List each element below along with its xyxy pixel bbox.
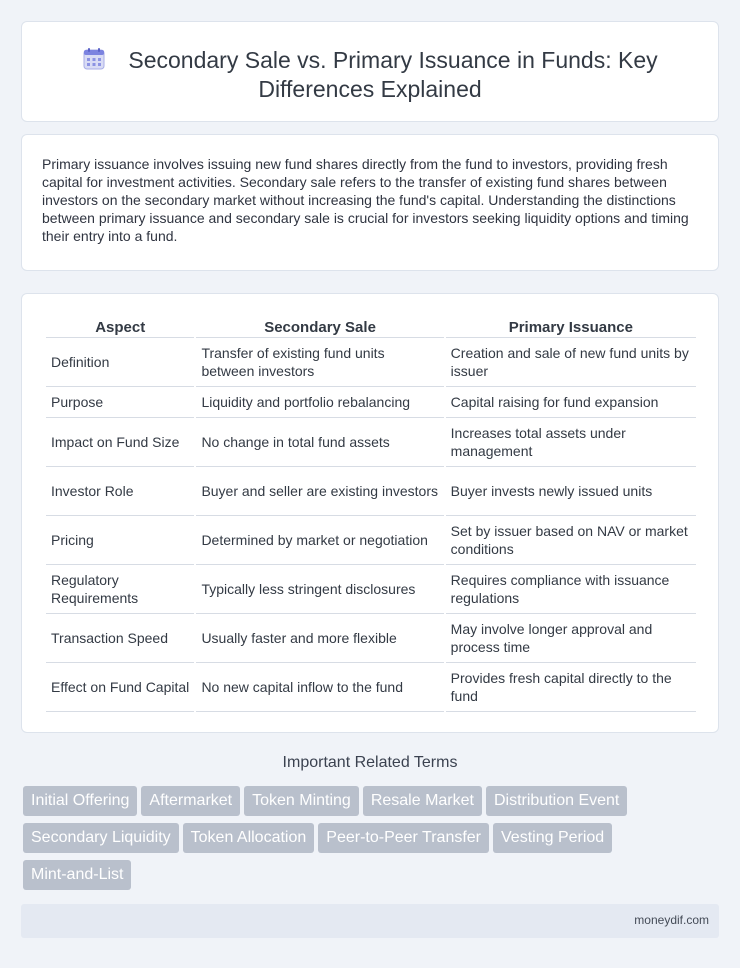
- table-row: [46, 387, 696, 418]
- intro-paragraph: Primary issuance involves issuing new fund shares directly from the fund to investors, providing fresh capital for investment activities. Secondary sale refers to the transfer of existing fund shares between investors on the secondary market without increasing the fund's capital. Understanding the distinctions between primary issuance and secondary sale is crucial for investors seeking liquidity options and timing their entry into a fund.: [42, 156, 689, 244]
- cell-primary: May involve longer approval and process time: [446, 614, 696, 663]
- related-term-tag[interactable]: Token Allocation: [183, 823, 315, 853]
- cell-secondary: Determined by market or negotiation: [196, 516, 443, 565]
- cell-secondary: Buyer and seller are existing investors: [196, 467, 443, 516]
- related-term-tag[interactable]: Resale Market: [363, 786, 482, 816]
- page-title: Secondary Sale vs. Primary Issuance in Funds: Key Differences Explained: [128, 47, 658, 102]
- cell-secondary: No new capital inflow to the fund: [196, 663, 443, 712]
- footer: [21, 904, 719, 938]
- cell-aspect: Definition: [46, 338, 194, 387]
- table-row: [46, 338, 696, 387]
- cell-aspect: Regulatory Requirements: [46, 565, 194, 614]
- related-term-tag[interactable]: Distribution Event: [486, 786, 627, 816]
- calendar-icon: [82, 47, 106, 71]
- cell-aspect: Effect on Fund Capital: [46, 663, 194, 712]
- table-row: [46, 418, 696, 467]
- header-secondary-sale: Secondary Sale: [196, 316, 443, 338]
- cell-primary: Set by issuer based on NAV or market conditions: [446, 516, 696, 565]
- cell-secondary: Liquidity and portfolio rebalancing: [196, 387, 443, 418]
- cell-aspect: Impact on Fund Size: [46, 418, 194, 467]
- cell-secondary: Typically less stringent disclosures: [196, 565, 443, 614]
- header-aspect: Aspect: [46, 316, 194, 338]
- page-title-wrap: [22, 46, 718, 104]
- table-row: [46, 516, 696, 565]
- related-term-tag[interactable]: Token Minting: [244, 786, 359, 816]
- cell-aspect: Pricing: [46, 516, 194, 565]
- related-terms-list: [23, 786, 723, 897]
- table-header-row: [46, 316, 696, 338]
- table-row: [46, 614, 696, 663]
- cell-primary: Capital raising for fund expansion: [446, 387, 696, 418]
- cell-secondary: No change in total fund assets: [196, 418, 443, 467]
- table-row: [46, 565, 696, 614]
- related-term-tag[interactable]: Initial Offering: [23, 786, 137, 816]
- cell-secondary: Transfer of existing fund units between investors: [196, 338, 443, 387]
- cell-aspect: Investor Role: [46, 467, 194, 516]
- related-term-tag[interactable]: Aftermarket: [141, 786, 240, 816]
- cell-primary: Provides fresh capital directly to the fund: [446, 663, 696, 712]
- comparison-card: [21, 293, 719, 733]
- table-row: [46, 663, 696, 712]
- related-term-tag[interactable]: Peer-to-Peer Transfer: [318, 823, 489, 853]
- cell-aspect: Purpose: [46, 387, 194, 418]
- site-name[interactable]: moneydif.com: [634, 913, 709, 927]
- cell-secondary: Usually faster and more flexible: [196, 614, 443, 663]
- cell-primary: Buyer invests newly issued units: [446, 467, 696, 516]
- cell-aspect: Transaction Speed: [46, 614, 194, 663]
- intro-card: [21, 134, 719, 271]
- cell-primary: Requires compliance with issuance regulations: [446, 565, 696, 614]
- related-term-tag[interactable]: Mint-and-List: [23, 860, 131, 890]
- related-term-tag[interactable]: Vesting Period: [493, 823, 612, 853]
- related-terms-title: Important Related Terms: [282, 754, 458, 771]
- table-row: [46, 467, 696, 516]
- comparison-table: [44, 316, 698, 712]
- related-term-tag[interactable]: Secondary Liquidity: [23, 823, 179, 853]
- title-card: [21, 21, 719, 122]
- cell-primary: Increases total assets under management: [446, 418, 696, 467]
- cell-primary: Creation and sale of new fund units by issuer: [446, 338, 696, 387]
- header-primary-issuance: Primary Issuance: [446, 316, 696, 338]
